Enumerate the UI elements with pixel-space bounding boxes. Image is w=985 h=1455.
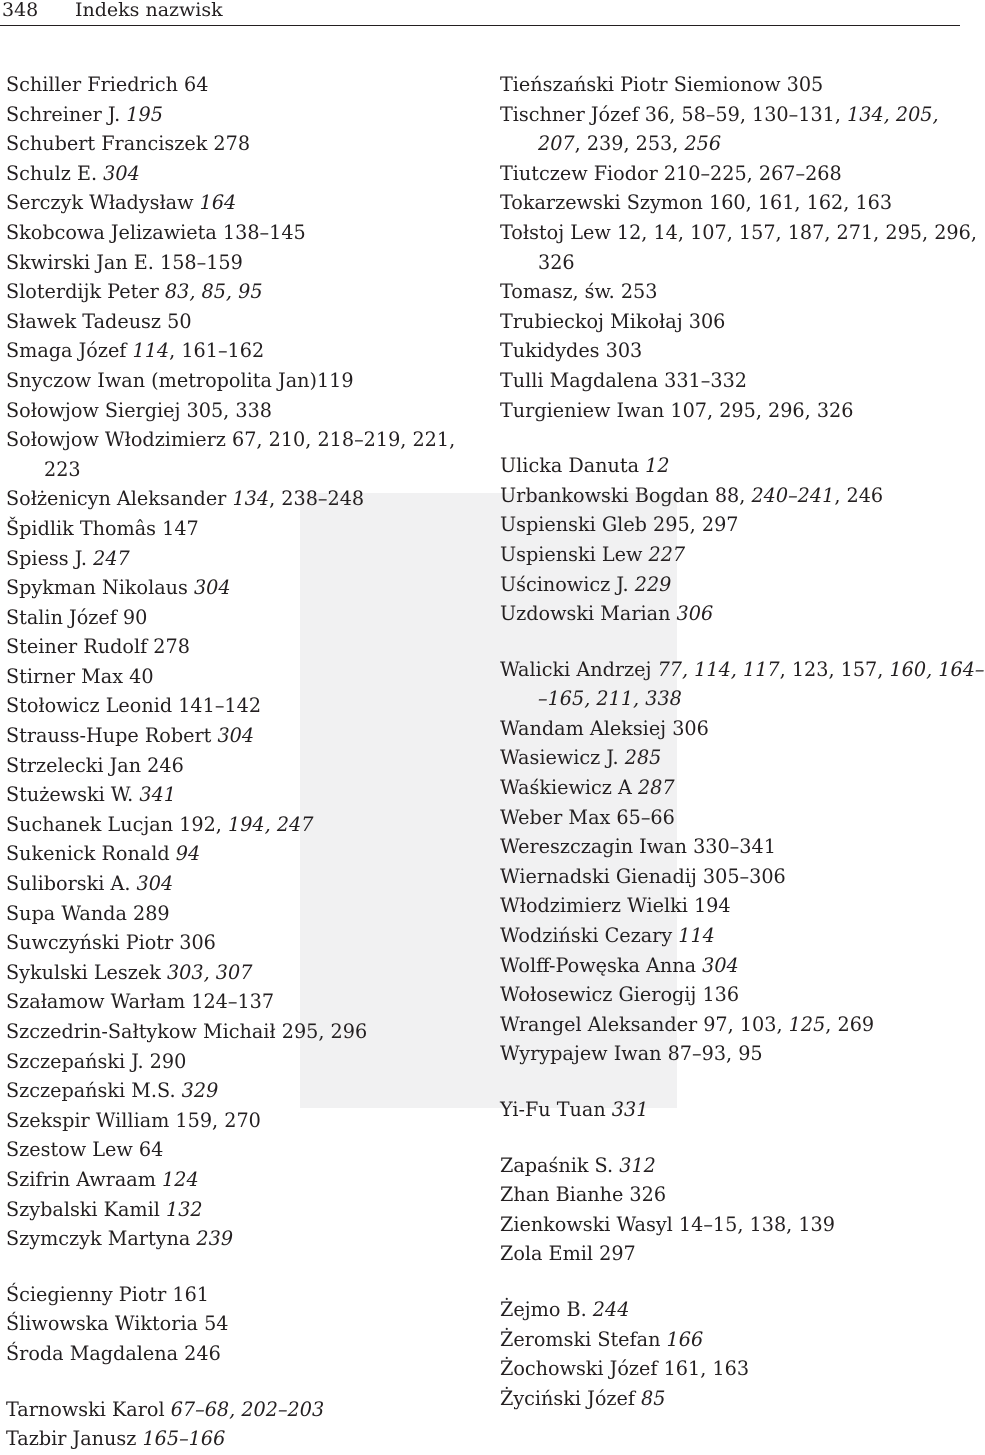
entry-italic-pages: 247: [93, 546, 130, 570]
index-entry: [500, 336, 960, 366]
entry-italic-pages: 160, 164–: [889, 657, 985, 681]
index-entry: [500, 921, 960, 951]
entry-text: Strauss-Hupe Robert: [6, 724, 218, 748]
entry-text: Spiess J.: [6, 546, 94, 570]
index-entry: [6, 1017, 471, 1047]
entry-italic-pages: 77, 114, 117: [657, 657, 780, 681]
entry-text: Stalin Józef 90: [6, 605, 148, 629]
entry-italic-pages: 85: [641, 1386, 666, 1410]
entry-italic-pages: 240–241: [751, 483, 835, 507]
index-entry: [500, 70, 960, 100]
index-entry: [6, 632, 471, 662]
index-entry: [6, 188, 471, 218]
index-entry: [500, 1151, 960, 1181]
entry-text: Szczepański M.S.: [6, 1079, 182, 1103]
entry-text: Środa Magdalena 246: [6, 1341, 221, 1365]
entry-text: Sukenick Ronald: [6, 842, 176, 866]
index-entry: [500, 307, 960, 337]
entry-text: Włodzimierz Wielki 194: [500, 894, 731, 918]
entry-text: Wereszczagin Iwan 330–341: [500, 835, 776, 859]
index-entry: [6, 277, 471, 307]
entry-text: Wandam Aleksiej 306: [500, 716, 709, 740]
index-entry: [6, 1195, 471, 1225]
entry-text: Zienkowski Wasyl 14–15, 138, 139: [500, 1212, 835, 1236]
index-entry: [500, 1210, 960, 1240]
entry-text: Sołżenicyn Aleksander: [6, 487, 233, 511]
page-header: [2, 0, 223, 22]
entry-text: Schulz E.: [6, 161, 104, 185]
entry-text: Tulli Magdalena 331–332: [500, 368, 747, 392]
entry-italic-pages: 194, 247: [228, 812, 314, 836]
entry-text: Uspienski Lew: [500, 542, 649, 566]
entry-text: Smaga Józef: [6, 339, 133, 363]
index-entry: [6, 662, 471, 692]
entry-text: Szczepański J. 290: [6, 1049, 187, 1073]
entry-text: Stirner Max 40: [6, 664, 154, 688]
index-entry: [500, 803, 960, 833]
entry-text: Skobcowa Jelizawieta 138–145: [6, 220, 306, 244]
entry-italic-pages: 244: [592, 1297, 630, 1321]
entry-text: Walicki Andrzej: [500, 657, 658, 681]
entry-text: Szczedrin-Sałtykow Michaił 295, 296: [6, 1020, 368, 1043]
running-title: Indeks nazwisk: [75, 0, 223, 21]
index-entry: [6, 1224, 471, 1254]
entry-italic-pages: 329: [181, 1079, 219, 1103]
entry-text: Serczyk Władysław: [6, 191, 200, 215]
entry-text: Turgieniew Iwan 107, 295, 296, 326: [500, 398, 854, 422]
entry-italic-pages: 114: [132, 339, 170, 363]
index-entry: [500, 1010, 960, 1040]
index-entry: [500, 1239, 960, 1269]
entry-text: Wodziński Cezary: [500, 924, 679, 948]
entry-text: Życiński Józef: [500, 1386, 642, 1410]
index-entry: [500, 714, 960, 744]
index-entry: [6, 1135, 471, 1165]
entry-italic-pages: 227: [648, 542, 686, 566]
entry-text: Schubert Franciszek 278: [6, 132, 251, 156]
entry-text: Trubieckoj Mikołaj 306: [500, 309, 726, 333]
entry-text: , 238–248: [269, 487, 365, 511]
entry-text: Suwczyński Piotr 306: [6, 931, 216, 955]
index-entry: [6, 1047, 471, 1077]
page-number: 348: [2, 0, 39, 21]
entry-italic-pages: –165, 211, 338: [538, 687, 682, 711]
letter-group-gap: [500, 1125, 960, 1151]
entry-text: Špidlik Thomâs 147: [6, 516, 199, 540]
index-entry: [6, 958, 471, 988]
entry-text: Szifrin Awraam: [6, 1167, 163, 1191]
index-entry: [6, 987, 471, 1017]
letter-group-gap: [6, 1369, 471, 1395]
entry-italic-pages: 124: [162, 1167, 199, 1191]
entry-italic-pages: 304: [103, 161, 140, 185]
index-entry: [500, 100, 960, 159]
index-entry: [6, 869, 471, 899]
entry-text: Ściegienny Piotr 161: [6, 1282, 210, 1306]
entry-text: Schiller Friedrich 64: [6, 73, 209, 96]
index-entry: [6, 425, 471, 484]
entry-text: , 246: [834, 483, 884, 507]
entry-text: Suliborski A.: [6, 872, 137, 896]
entry-text: Tazbir Janusz: [6, 1427, 143, 1451]
index-entry: [500, 1295, 960, 1325]
index-column-left: [6, 70, 471, 1454]
entry-text: Zhan Bianhe 326: [500, 1183, 667, 1207]
entry-italic-pages: 94: [175, 842, 201, 866]
entry-text: Weber Max 65–66: [500, 805, 675, 829]
index-entry: [6, 603, 471, 633]
index-entry: [6, 218, 471, 248]
entry-text: Wiernadski Gienadij 305–306: [500, 864, 786, 888]
entry-text: Żejmo B.: [500, 1297, 593, 1321]
entry-text: Tieńszański Piotr Siemionow 305: [500, 73, 824, 96]
entry-text: , 269: [825, 1012, 875, 1036]
index-entry: [6, 899, 471, 929]
entry-italic-pages: 166: [666, 1327, 704, 1351]
entry-text: Żochowski Józef 161, 163: [500, 1357, 750, 1381]
entry-text: Tokarzewski Szymon 160, 161, 162, 163: [500, 191, 893, 215]
index-entry: [6, 514, 471, 544]
index-entry: [500, 951, 960, 981]
index-entry: [6, 810, 471, 840]
entry-text: 326: [538, 250, 575, 274]
index-entry: [6, 248, 471, 278]
index-entry: [500, 1354, 960, 1384]
index-entry: [500, 891, 960, 921]
index-entry: [500, 540, 960, 570]
entry-text: Yi-Fu Tuan: [500, 1098, 612, 1121]
index-entry: [500, 1325, 960, 1355]
index-entry: [6, 484, 471, 514]
index-entry: [500, 1384, 960, 1414]
entry-text: Tołstoj Lew 12, 14, 107, 157, 187, 271, 295, 296,: [500, 220, 977, 244]
index-entry: [500, 599, 960, 629]
entry-text: Schreiner J.: [6, 102, 127, 126]
entry-italic-pages: 239: [196, 1227, 234, 1251]
entry-text: Szybalski Kamil: [6, 1197, 167, 1221]
letter-group-gap: [500, 629, 960, 655]
entry-italic-pages: 114: [678, 924, 715, 948]
entry-text: Skwirski Jan E. 158–159: [6, 250, 243, 274]
entry-text: Szestow Lew 64: [6, 1138, 164, 1162]
entry-text: Uzdowski Marian: [500, 602, 677, 626]
index-entry: [500, 1180, 960, 1210]
entry-text: , 161–162: [169, 339, 265, 363]
entry-text: Steiner Rudolf 278: [6, 635, 190, 659]
entry-text: Szymczyk Martyna: [6, 1227, 197, 1251]
entry-italic-pages: 207: [538, 132, 575, 156]
entry-text: Szekspir William 159, 270: [6, 1108, 261, 1132]
entry-text: Zapaśnik S.: [500, 1153, 620, 1177]
entry-text: , 239, 253,: [574, 132, 685, 156]
entry-italic-pages: 331: [611, 1098, 649, 1121]
index-entry: [500, 396, 960, 426]
letter-group-gap: [500, 1269, 960, 1295]
index-entry: [6, 839, 471, 869]
entry-italic-pages: 287: [637, 776, 675, 800]
letter-group-gap: [500, 425, 960, 451]
entry-text: Tarnowski Karol: [6, 1397, 171, 1421]
index-entry: [6, 1106, 471, 1136]
entry-text: Wyrypajew Iwan 87–93, 95: [500, 1042, 763, 1066]
index-entry: [500, 188, 960, 218]
entry-italic-pages: 304: [702, 953, 739, 977]
index-entry: [6, 396, 471, 426]
entry-italic-pages: 303, 307: [166, 960, 253, 984]
entry-text: Sykulski Leszek: [6, 960, 167, 984]
entry-italic-pages: 12: [645, 454, 670, 478]
entry-text: Sołowjow Włodzimierz 67, 210, 218–219, 221,: [6, 428, 456, 452]
index-entry: [6, 573, 471, 603]
entry-text: Ulicka Danuta: [500, 454, 646, 478]
index-entry: [500, 980, 960, 1010]
index-entry: [500, 510, 960, 540]
letter-group-gap: [500, 1069, 960, 1095]
header-rule: [0, 25, 960, 26]
index-column-right: [500, 70, 985, 1413]
entry-italic-pages: 341: [139, 783, 176, 807]
index-entry: [500, 832, 960, 862]
index-entry: [6, 1076, 471, 1106]
index-entry: [6, 366, 471, 396]
entry-text: Tischner Józef 36, 58–59, 130–131,: [500, 102, 848, 126]
entry-italic-pages: 165–166: [142, 1427, 226, 1451]
entry-text: Zola Emil 297: [500, 1242, 636, 1266]
entry-italic-pages: 67–68, 202–203: [170, 1397, 325, 1421]
entry-text: Supa Wanda 289: [6, 901, 170, 925]
entry-italic-pages: 83, 85, 95: [164, 280, 263, 304]
entry-italic-pages: 304: [217, 724, 255, 748]
index-entry: [6, 1309, 471, 1339]
index-entry: [500, 743, 960, 773]
index-entry: [6, 307, 471, 337]
index-entry: [500, 773, 960, 803]
index-entry: [500, 159, 960, 189]
entry-italic-pages: 304: [193, 576, 231, 600]
index-entry: [6, 100, 471, 130]
entry-text: Suchanek Lucjan 192,: [6, 812, 228, 836]
index-entry: [6, 1395, 471, 1425]
index-entry: [6, 1280, 471, 1310]
index-entry: [500, 451, 960, 481]
index-entry: [6, 1339, 471, 1369]
index-entry: [6, 928, 471, 958]
entry-text: Tukidydes 303: [500, 339, 643, 363]
index-entry: [500, 570, 960, 600]
index-entry: [500, 481, 960, 511]
entry-text: Uspienski Gleb 295, 297: [500, 513, 739, 537]
index-entry: [6, 1165, 471, 1195]
entry-italic-pages: 164: [199, 191, 237, 215]
entry-text: Snyczow Iwan (metropolita Jan)119: [6, 368, 354, 392]
index-entry: [500, 862, 960, 892]
index-entry: [500, 277, 960, 307]
letter-group-gap: [6, 1254, 471, 1280]
entry-text: Wrangel Aleksander 97, 103,: [500, 1012, 789, 1036]
entry-text: Wasiewicz J.: [500, 746, 625, 770]
entry-italic-pages: 285: [624, 746, 662, 770]
entry-text: Szałamow Warłam 124–137: [6, 990, 275, 1014]
index-entry: [6, 129, 471, 159]
index-entry: [6, 544, 471, 574]
entry-text: Tomasz, św. 253: [500, 280, 658, 304]
entry-text: Wołosewicz Gierogij 136: [500, 983, 740, 1007]
index-entry: [500, 366, 960, 396]
entry-text: Strzelecki Jan 246: [6, 753, 184, 777]
entry-text: 223: [44, 457, 81, 481]
entry-text: Stołowicz Leonid 141–142: [6, 694, 262, 718]
index-entry: [6, 751, 471, 781]
index-entry: [500, 1095, 960, 1125]
index-entry: [6, 721, 471, 751]
entry-text: Uścinowicz J.: [500, 572, 635, 596]
entry-italic-pages: 134, 205,: [847, 102, 939, 126]
entry-italic-pages: 229: [634, 572, 672, 596]
entry-italic-pages: 304: [136, 872, 174, 896]
entry-text: Sławek Tadeusz 50: [6, 309, 192, 333]
index-entry: [6, 780, 471, 810]
index-entry: [6, 70, 471, 100]
entry-text: Urbankowski Bogdan 88,: [500, 483, 752, 507]
entry-italic-pages: 132: [166, 1197, 203, 1221]
entry-italic-pages: 256: [684, 132, 722, 156]
entry-text: Sloterdijk Peter: [6, 280, 165, 304]
index-entry: [500, 218, 977, 277]
entry-text: Spykman Nikolaus: [6, 576, 194, 600]
index-entry: [6, 336, 471, 366]
entry-italic-pages: 195: [126, 102, 163, 126]
entry-text: Stużewski W.: [6, 783, 140, 807]
index-entry: [500, 1039, 960, 1069]
index-entry: [500, 655, 985, 714]
index-entry: [6, 691, 471, 721]
entry-text: Tiutczew Fiodor 210–225, 267–268: [500, 161, 842, 185]
entry-italic-pages: 125: [788, 1012, 826, 1036]
entry-italic-pages: 134: [232, 487, 270, 511]
entry-text: , 123, 157,: [779, 657, 890, 681]
index-entry: [6, 159, 471, 189]
index-entry: [6, 1424, 471, 1454]
entry-text: Żeromski Stefan: [500, 1327, 667, 1351]
entry-text: Śliwowska Wiktoria 54: [6, 1312, 229, 1336]
entry-text: Wolff-Powęska Anna: [500, 953, 703, 977]
entry-italic-pages: 312: [619, 1153, 656, 1177]
entry-italic-pages: 306: [676, 602, 714, 626]
entry-text: Waśkiewicz A: [500, 776, 638, 800]
entry-text: Sołowjow Siergiej 305, 338: [6, 398, 272, 422]
